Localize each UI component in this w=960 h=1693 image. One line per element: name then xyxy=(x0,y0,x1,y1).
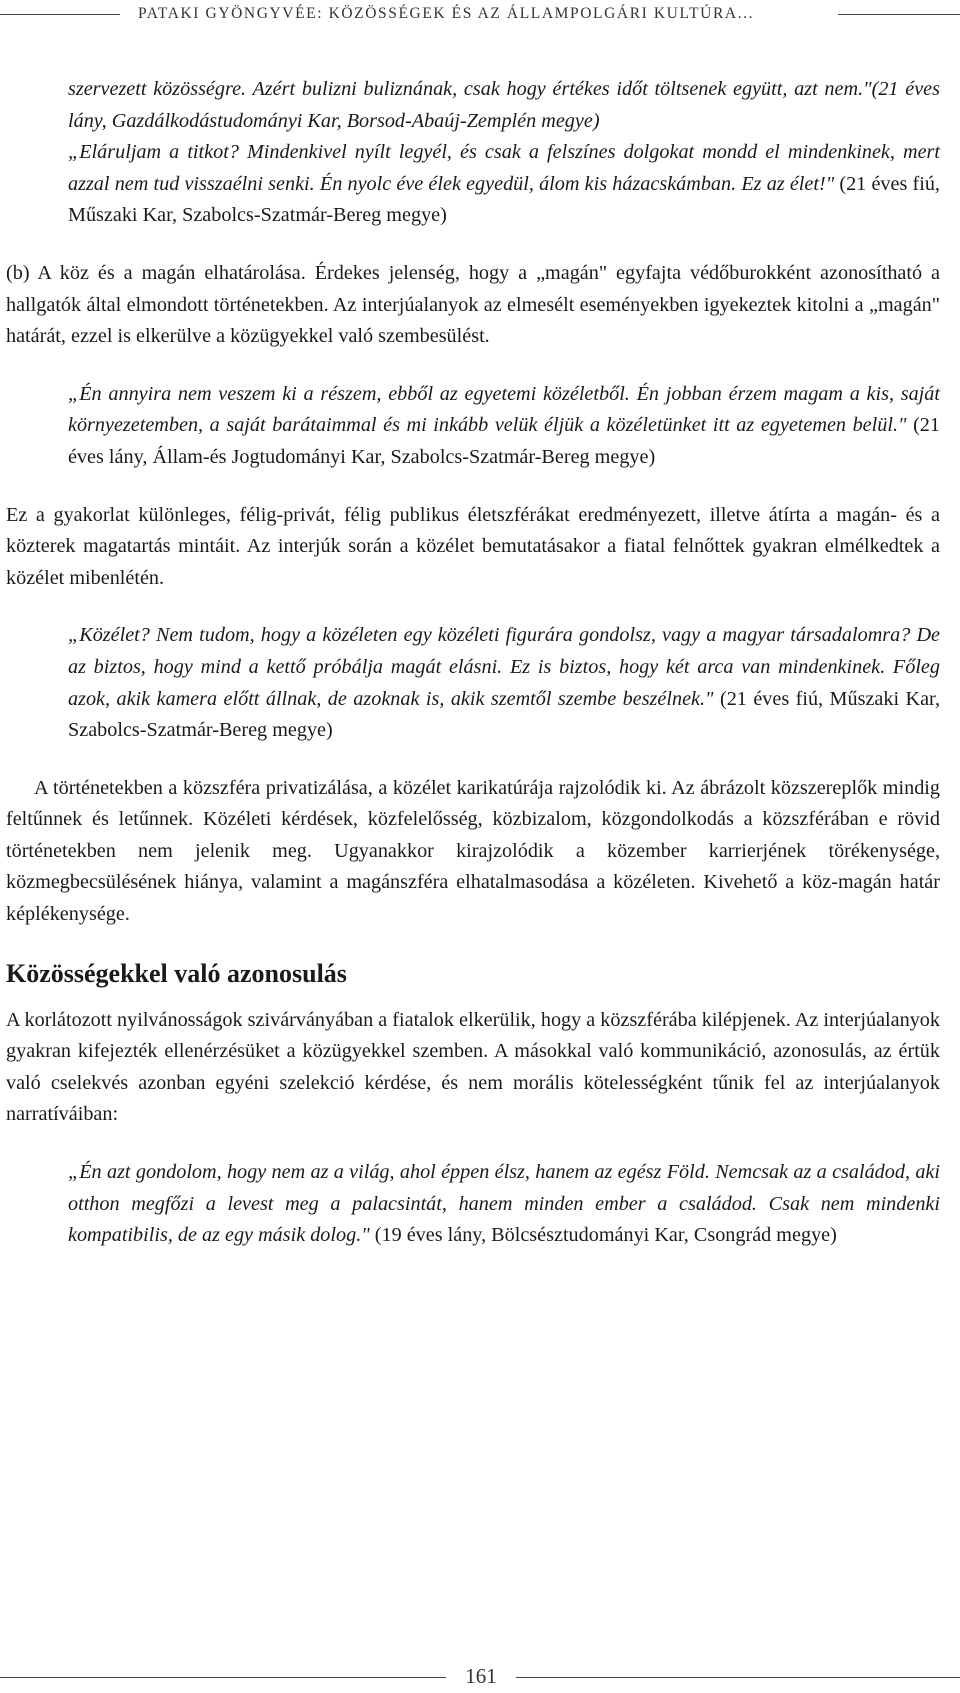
page-body xyxy=(6,74,940,1252)
body-paragraph: (b) A köz és a magán elhatárolása. Érdekes jelenség, hogy a „magán" egyfajta védőburokként azonosítható a hallgatók által elmondott történetekben. Az interjúalanyok az elmesélt eseményekben igyekeztek kitolni a „magán" határát, ezzel is elkerülve a közügyekkel való szembesülést. xyxy=(6,261,940,348)
quote-text: „Én azt gondolom, hogy nem az a világ, ahol éppen élsz, hanem az egész Föld. Nemcsak az a családod, aki otthon megfőzi a levest meg a palacsintát, hanem minden ember a családod. Csak nem mindenki kompatibilis, de az egy másik dolog." xyxy=(68,1161,940,1247)
section-heading: Közösségekkel való azonosulás xyxy=(6,958,347,988)
quote-source: (19 éves lány, Bölcsésztudományi Kar, Csongrád megye) xyxy=(369,1224,837,1247)
quote-block xyxy=(6,620,940,746)
quote-source-italic: (21 éves lány, Gazdálkodástudományi Kar, Borsod-Abaúj-Zemplén megye) xyxy=(68,78,940,132)
quote-continuation xyxy=(6,74,940,137)
quote-source: (21 éves fiú, Műszaki Kar, Szabolcs-Szatmár-Bereg megye) xyxy=(68,687,941,742)
quote-block xyxy=(6,137,940,232)
quote-source: (21 éves fiú, Műszaki Kar, Szabolcs-Szatmár-Bereg megye) xyxy=(68,172,940,227)
body-paragraph: Ez a gyakorlat különleges, félig-privát, félig publikus életszférákat eredményezett, illetve átírta a magán- és a közterek magatartás mintáit. Az interjúk során a közélet bemutatásakor a fiatal felnőttek gyakran elmélkedtek a közélet mibenlétén. xyxy=(6,503,940,589)
page-footer xyxy=(0,1664,960,1693)
header-rule-right xyxy=(838,14,960,15)
body-paragraph: A korlátozott nyilvánosságok szivárványában a fiatalok elkerülik, hogy a közszférába kilépjenek. Az interjúalanyok gyakran kifejezték ellenérzésüket a közügyekkel szemben. A másokkal való kommunikáció, azonosulás, az értük való cselekvés azonban egyéni szelekció kérdése, és nem morális kötelességként tűnik fel az interjúalanyok narratíváiban: xyxy=(6,1008,940,1126)
page-number: 161 xyxy=(465,1664,497,1688)
quote-source: (21 éves lány, Állam-és Jogtudományi Kar, Szabolcs-Szatmár-Bereg megye) xyxy=(68,414,940,468)
quote-text: szervezett közösségre. Azért bulizni buliznának, csak hogy értékes időt töltsenek együtt, azt nem." xyxy=(68,78,872,100)
quote-text: „Eláruljam a titkot? Mindenkivel nyílt legyél, és csak a felszínes dolgokat mondd el mindenkinek, mert azzal nem tud visszaélni senki. Én nyolc éve élek egyedül, álom kis házacskámban. Ez az élet!" xyxy=(68,141,940,195)
footer-rule-left xyxy=(0,1677,446,1678)
quote-text: „Én annyira nem veszem ki a részem, ebből az egyetemi közéletből. Én jobban érzem magam a kis, saját környezetemben, a saját barátaimmal és mi inkább velük éljük a közéletünket itt az egyetemen belül." xyxy=(68,382,940,437)
header-rule-left xyxy=(0,14,120,15)
quote-block xyxy=(6,379,940,474)
running-head: PATAKI GYÖNGYVÉE: KÖZÖSSÉGEK ÉS AZ ÁLLAMPOLGÁRI KULTÚRA... xyxy=(138,5,755,22)
page-header xyxy=(0,0,960,30)
footer-rule-right xyxy=(516,1677,960,1678)
quote-block xyxy=(6,1157,940,1252)
body-paragraph: A történetekben a közszféra privatizálása, a közélet karikatúrája rajzolódik ki. Az ábrázolt közszereplők mindig feltűnnek és letűnnek. Közéleti kérdések, közfelelősség, közbizalom, közgondolkodás a közszférában e rövid történetekben nem jelenik meg. Ugyanakkor kirajzolódik a közember karrierjének törékenysége, közmegbecsülésének hiánya, valamint a magánszféra elhatalmasodása a közéleten. Kivehető a köz-magán határ képlékenysége. xyxy=(6,776,940,926)
quote-text: „Közélet? Nem tudom, hogy a közéleten egy közéleti figurára gondolsz, vagy a magyar társadalomra? De az biztos, hogy mind a kettő próbálja magát elásni. Ez is biztos, hogy két arca van mindenkinek. Főleg azok, akik kamera előtt állnak, de azoknak is, akik szemtől szembe beszélnek." xyxy=(68,624,940,710)
